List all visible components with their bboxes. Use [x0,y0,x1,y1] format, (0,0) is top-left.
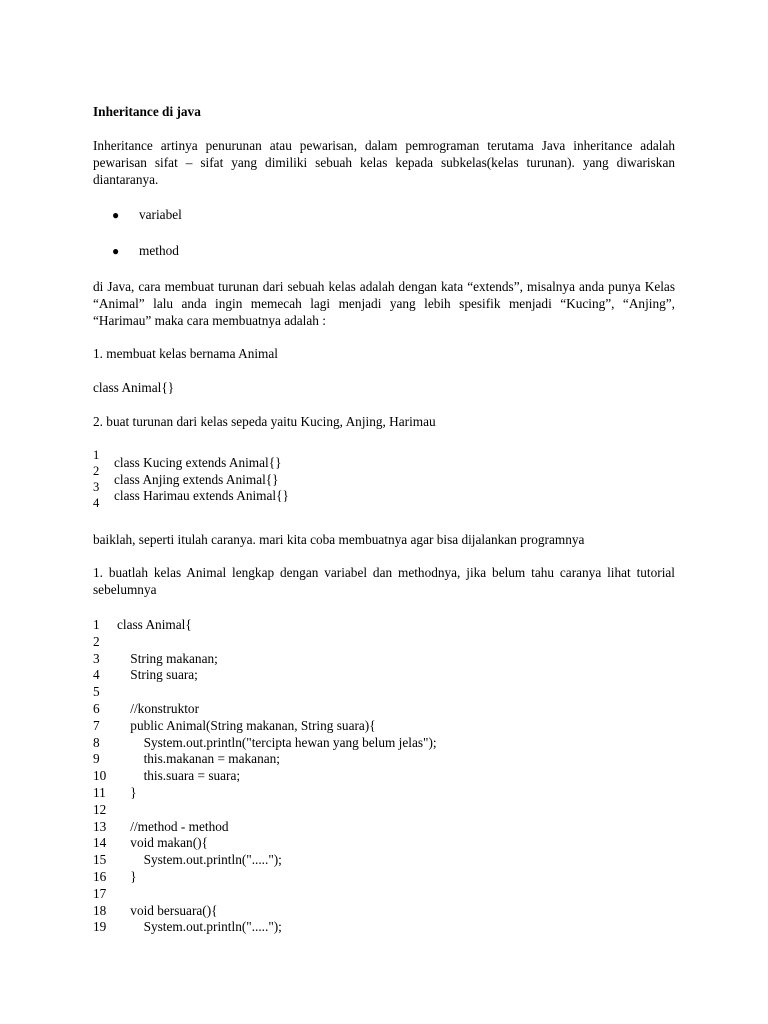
extends-paragraph: di Java, cara membuat turunan dari sebuah kelas adalah dengan kata “extends”, misalnya anda punya Kelas “Animal” lalu anda ingin memecah lagi menjadi yang lebih spesifik menjadi “Kucing”, “Anjing”, “Harimau” maka cara membuatnya adalah : [93,279,675,328]
line-number: 17 [93,885,107,901]
code-text: System.out.println("....."); [117,919,282,935]
step-2-text: 2. buat turunan dari kelas sepeda yaitu Kucing, Anjing, Harimau [93,414,436,429]
line-number: 11 [93,785,106,800]
code-text: this.suara = suara; [117,768,241,784]
line-number: 5 [93,684,100,700]
line-number: 3 [93,650,100,666]
bullet-text: variabel [139,207,182,222]
line-number: 13 [93,818,107,834]
code-text: void makan(){ [117,835,208,851]
step-1-text: 1. membuat kelas bernama Animal [93,346,278,361]
line-number: 2 [93,464,100,478]
instruction-paragraph: 1. buatlah kelas Animal lengkap dengan variabel dan methodnya, jika belum tahu caranya lihat tutorial sebelumnya [93,565,675,597]
code-text: //method - method [117,818,229,834]
code-line: class Kucing extends Animal{} [114,455,282,470]
intro-paragraph: Inheritance artinya penurunan atau pewarisan, dalam pemrograman terutama Java inheritance adalah pewarisan sifat – sifat yang dimiliki sebuah kelas kepada subkelas(kelas turunan). yang diwariskan diantaranya. [93,138,675,187]
line-number: 16 [93,869,107,884]
summary-paragraph: baiklah, seperti itulah caranya. mari kita coba membuatnya agar bisa dijalankan programnya [93,532,585,547]
line-number: 4 [93,667,100,683]
line-number: 15 [93,852,107,868]
code-text: void bersuara(){ [117,902,218,918]
code-text: //konstruktor [117,701,199,716]
line-number: 9 [93,751,100,767]
line-number: 18 [93,902,107,918]
line-number: 3 [93,480,100,494]
code-line: class Harimau extends Animal{} [114,488,289,503]
document-title: Inheritance di java [93,104,201,119]
code-text: String makanan; [117,650,218,666]
code-text: System.out.println("tercipta hewan yang belum jelas"); [117,734,437,750]
line-number: 12 [93,801,107,817]
line-number: 14 [93,835,107,851]
code-text: } [117,869,137,884]
code-line: class Anjing extends Animal{} [114,471,279,487]
line-number: 7 [93,717,100,733]
bullet-dot-icon: ● [112,208,120,222]
line-number: 10 [93,768,107,784]
class-animal-line: class Animal{} [93,380,175,395]
line-number: 2 [93,633,100,649]
line-number: 1 [93,448,100,462]
code-text: public Animal(String makanan, String suara){ [117,717,376,733]
line-number: 4 [93,496,100,510]
code-text: } [117,785,137,800]
code-text: class Animal{ [117,617,192,632]
code-text: this.makanan = makanan; [117,751,280,767]
bullet-dot-icon: ● [112,244,120,258]
line-number: 19 [93,919,107,935]
line-number: 6 [93,701,100,716]
line-number: 1 [93,617,100,632]
code-text: System.out.println("....."); [117,852,282,868]
code-text: String suara; [117,667,198,683]
line-number: 8 [93,734,100,750]
bullet-text: method [139,243,179,258]
